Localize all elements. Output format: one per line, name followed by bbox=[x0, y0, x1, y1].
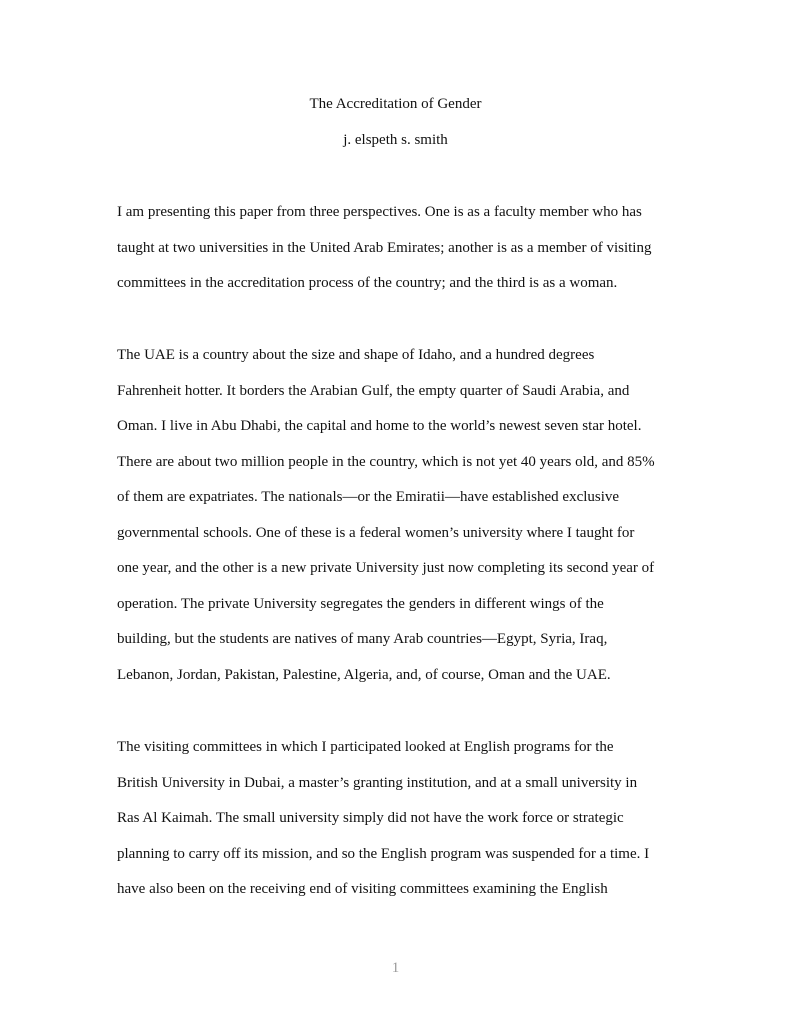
paragraph-line: British University in Dubai, a master’s granting institution, and at a small university in bbox=[117, 774, 638, 791]
paragraph-2 bbox=[117, 345, 687, 700]
paragraph-line: Lebanon, Jordan, Pakistan, Palestine, Algeria, and, of course, Oman and the UAE. bbox=[117, 666, 611, 683]
paragraph-line: Fahrenheit hotter. It borders the Arabian Gulf, the empty quarter of Saudi Arabia, and bbox=[117, 382, 630, 399]
paragraph-line: The visiting committees in which I participated looked at English programs for the bbox=[117, 739, 614, 755]
paragraph-line: committees in the accreditation process of the country; and the third is as a woman. bbox=[117, 275, 618, 291]
paragraph-line: building, but the students are natives of many Arab countries—Egypt, Syria, Iraq, bbox=[117, 631, 608, 647]
paragraph-line: There are about two million people in the country, which is not yet 40 years old, and 85% bbox=[117, 453, 655, 470]
paragraph-line: Ras Al Kaimah. The small university simply did not have the work force or strategic bbox=[117, 810, 624, 826]
page-number: 1 bbox=[391, 960, 400, 976]
paragraph-line: I am presenting this paper from three perspectives. One is as a faculty member who has bbox=[117, 204, 642, 220]
paragraph-1 bbox=[117, 202, 687, 309]
paragraph-line: governmental schools. One of these is a federal women’s university where I taught for bbox=[117, 524, 635, 541]
paragraph-line: taught at two universities in the United Arab Emirates; another is as a member of visiting bbox=[117, 239, 652, 256]
paragraph-line: planning to carry off its mission, and so the English program was suspended for a time. I bbox=[117, 845, 650, 862]
document-author: j. elspeth s. smith bbox=[343, 132, 448, 148]
paragraph-line: operation. The private University segregates the genders in different wings of the bbox=[117, 595, 604, 612]
paragraph-line: one year, and the other is a new private University just now completing its second year of bbox=[117, 560, 655, 576]
paragraph-line: have also been on the receiving end of visiting committees examining the English bbox=[117, 881, 608, 897]
paragraph-line: The UAE is a country about the size and shape of Idaho, and a hundred degrees bbox=[117, 347, 595, 363]
paragraph-line: Oman. I live in Abu Dhabi, the capital and home to the world’s newest seven star hotel. bbox=[117, 418, 642, 434]
document-title: The Accreditation of Gender bbox=[309, 96, 482, 112]
paragraph-3 bbox=[117, 737, 687, 915]
paragraph-line: of them are expatriates. The nationals—or the Emiratii—have established exclusive bbox=[117, 489, 620, 505]
